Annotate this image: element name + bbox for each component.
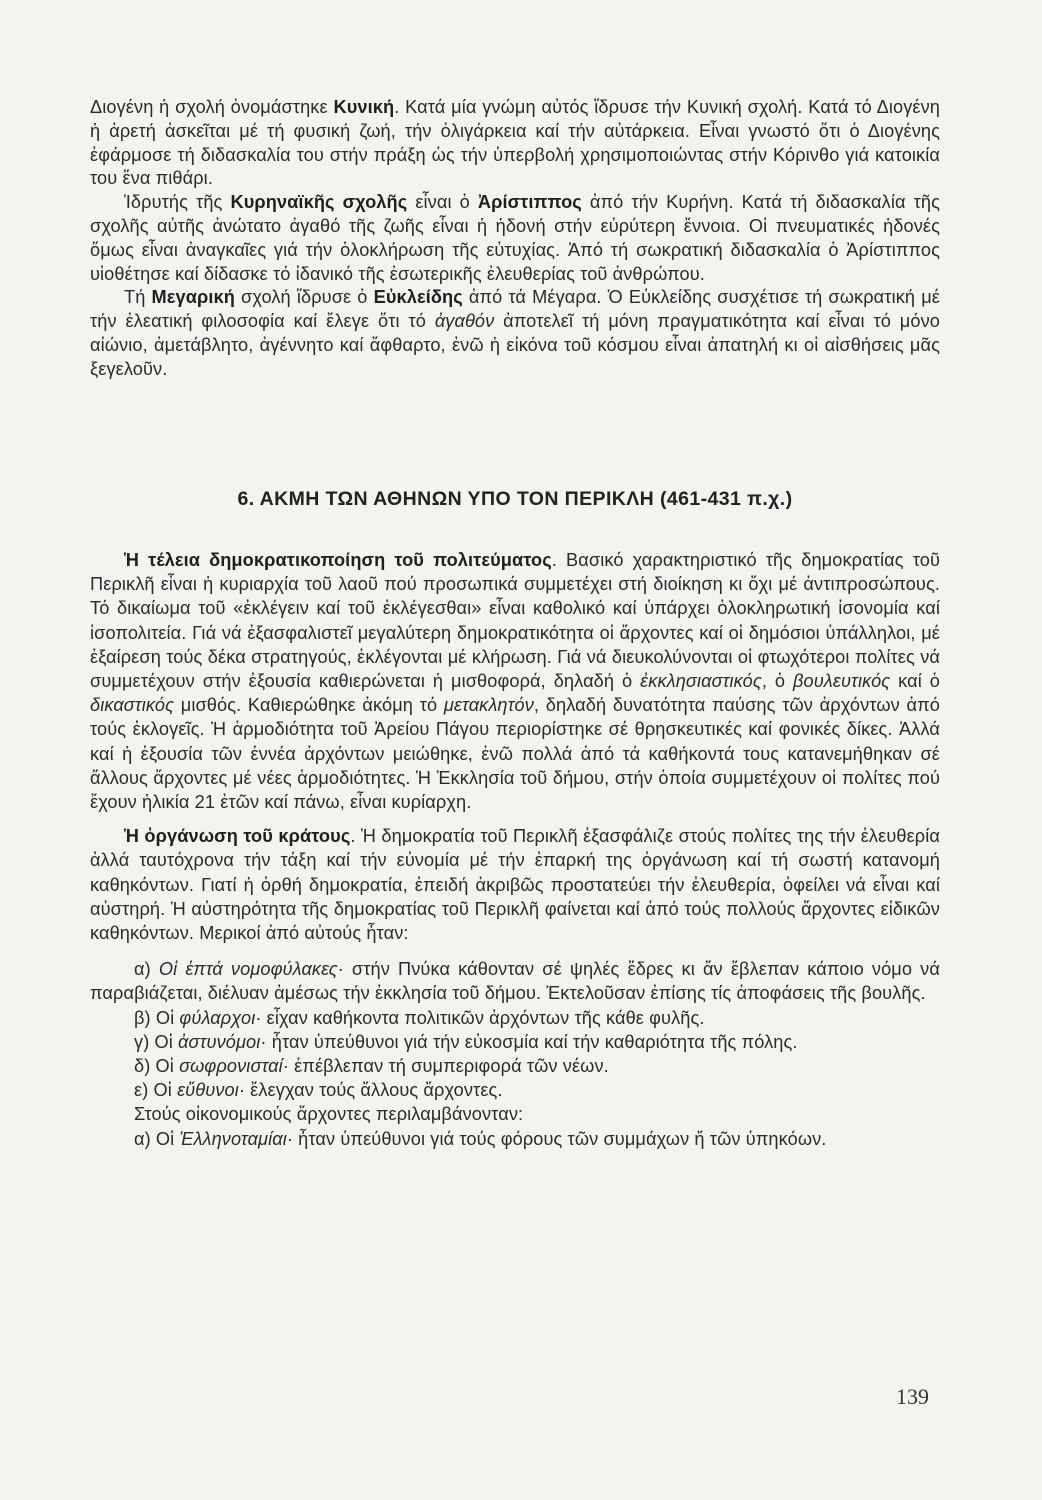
list-term: σωφρονισταί· xyxy=(179,1056,289,1077)
text-run: ἀπό τήν Κυρήνη. Κατά τή διδασκαλία τῆς σχολῆς αὐτῆς ἀνώτατο ἀγαθό τῆς ζωῆς εἶναι ἡ ἡδονή στήν εὐρύτερη ἔννοια. Οἱ πνευματικές ἡδονές ὅμως εἶναι ἀναγκαῖες γιά τήν ὁλοκλήρωση τῆς εὐτυχίας. Ἀπό τή σωκρατική διδασκαλία ὁ Ἀρίστιππος υἱοθέτησε καί δίδασκε τό ἰδανικό τῆς ἐσωτερικῆς ἐλευθερίας τοῦ ἀνθρώπου. xyxy=(90,192,940,284)
term-aristippus: Ἀρίστιππος xyxy=(477,192,582,213)
text-run: Ἱδρυτής τῆς xyxy=(124,192,231,213)
text-run: ἀπό τά Μέγαρα. Ὁ Εὐκλείδης συσχέτισε τή σωκρατική μέ τήν ἐλεατική φιλοσοφία καί ἔλεγε ὅτι τό xyxy=(90,287,940,332)
text-run: . Βασικό χαρακτηριστικό τῆς δημοκρατίας τοῦ Περικλῆ εἶναι ἡ κυριαρχία τοῦ λαοῦ πού προσωπικά συμμετέχει στή διοίκηση κι ὄχι μέ ἀντιπροσώπους. Τό δικαίωμα τοῦ «ἐκλέγειν καί τοῦ ἐκλέγεσθαι» εἶναι καθολικό καί ὑπάρχει ὁλοκληρωτική ἰσονομία καί ἰσοπολιτεία. Γιά νά ἐξασφαλιστεῖ μεγαλύτερη δημοκρατικότητα οἱ ἄρχοντες καί οἱ δημόσιοι ὑπάλληλοι, μέ ἐξαίρεση τούς δέκα στρατηγούς, ἐκλέγονται μέ κλήρωση. Γιά νά διευκολύνονται οἱ φτωχότεροι πολίτες νά συμμετέχουν στήν ἐξουσία καθιερώνεται ἡ μισθοφορά, δηλαδή ὁ xyxy=(90,550,940,692)
list-text: ἦταν ὑπεύθυνοι γιά τήν εὐκοσμία καί τήν καθαριότητα τῆς πόλης. xyxy=(266,1031,798,1052)
list-term: Οἱ ἑπτά νομοφύλακες· xyxy=(158,959,344,980)
subheading-state-organization: Ἡ ὀργάνωση τοῦ κράτους xyxy=(124,826,351,847)
text-run: μισθός. Καθιερώθηκε ἀκόμη τό xyxy=(174,695,444,716)
list-marker: γ) Οἱ xyxy=(134,1031,179,1052)
list-text: εἶχαν καθήκοντα πολιτικῶν ἀρχόντων τῆς κάθε φυλῆς. xyxy=(261,1007,705,1028)
paragraph-cynics xyxy=(90,96,940,191)
list-term: φύλαρχοι· xyxy=(179,1007,262,1028)
list-text: ἐπέβλεπαν τή συμπεριφορά τῶν νέων. xyxy=(288,1056,609,1077)
list-marker: β) Οἱ xyxy=(134,1007,180,1028)
list-item xyxy=(90,1006,940,1030)
paragraph-cyrenaics xyxy=(90,191,940,286)
list-text: ἔλεγχαν τούς ἄλλους ἄρχοντες. xyxy=(245,1080,503,1101)
paragraph-megarians xyxy=(90,286,940,381)
list-text: ἦταν ὑπεύθυνοι γιά τούς φόρους τῶν συμμάχων ἤ τῶν ὑπηκόων. xyxy=(293,1128,827,1149)
text-run: σχολή ἵδρυσε ὁ xyxy=(234,287,374,308)
text-run: εἶναι ὁ xyxy=(407,192,478,213)
body-text-top xyxy=(90,96,940,382)
text-run: , ὁ xyxy=(761,671,793,692)
term-vouleftikos: βουλευτικός xyxy=(793,671,891,692)
text-run: , δηλαδή δυνατότητα παύσης τῶν ἀρχόντων ἀπό τούς ἐκλογεῖς. Ἡ ἁρμοδιότητα τοῦ Ἀρείου Πάγου περιορίστηκε σέ θρησκευτικές καί φονικές δίκες. Ἀλλά καί ἡ ἐξουσία τῶν ἐννέα ἀρχόντων μειώθηκε, ἐνῶ πολλά ἀπό τά καθήκοντά τους κατανεμήθηκαν σέ ἄλλους ἄρχοντες μέ νέες ἁρμοδιότητες. Ἡ Ἐκκλησία τοῦ δήμου, στήν ὁποία συμμετέχουν οἱ πολίτες πού ἔχουν ἡλικία 21 ἐτῶν καί πάνω, εἶναι κυρίαρχη. xyxy=(90,695,940,813)
list-term: Ἑλληνοταμίαι· xyxy=(179,1128,294,1149)
list-marker: α) Οἱ xyxy=(134,1128,180,1149)
term-megarian: Μεγαρική xyxy=(151,287,235,308)
list-item xyxy=(90,957,940,1005)
term-cynic: Κυνική xyxy=(333,97,395,117)
text-run: . Κατά μία γνώμη αὐτός ἵδρυσε τήν Κυνική σχολή. Κατά τό Διογένη ἡ ἀρετή ἀσκεῖται μέ τή φυσική ζωή, τήν ὀλιγάρκεια καί τήν αὐτάρκεια. Εἶναι γνωστό ὅτι ὁ Διογένης ἐφάρμοσε τή διδασκαλία του στήν πράξη ὡς τήν ὑπερβολή χρησιμοποιώντας στήν Κόρινθο γιά κατοικία του ἕνα πιθάρι. xyxy=(90,97,940,189)
page-number: 139 xyxy=(896,1384,929,1409)
list-marker: ε) Οἱ xyxy=(134,1080,178,1101)
text-run: ἀποτελεῖ τή μόνη πραγματικότητα καί εἶναι τό μόνο αἰώνιο, ἀμετάβλητο, ἀγέννητο καί ἄφθαρτο, ἐνῶ ἡ εἰκόνα τοῦ κόσμου εἶναι ἀπατηλή κι οἱ αἰσθήσεις μᾶς ξεγελοῦν. xyxy=(90,311,940,379)
list-term: εὔθυνοι· xyxy=(177,1080,246,1101)
term-ekklesiastikos: ἐκκλησιαστικός xyxy=(640,671,762,692)
list-item xyxy=(90,1078,940,1102)
term-euclides: Εὐκλείδης xyxy=(373,287,463,308)
list-text: στήν Πνύκα κάθονταν σέ ψηλές ἕδρες κι ἄν ἔβλεπαν κάποιο νόμο νά παραβιάζεται, διέλυαν ἀμέσως τήν ἐκκλησία τοῦ δήμου. Ἐκτελοῦσαν ἐπίσης τίς ἀποφάσεις τῆς βουλῆς. xyxy=(90,959,940,1004)
term-dikastikos: δικαστικός xyxy=(90,695,175,716)
economic-officials-intro: Στούς οἰκονομικούς ἄρχοντες περιλαμβάνονταν: xyxy=(134,1104,524,1125)
term-cyrenaic-school: Κυρηναϊκῆς σχολῆς xyxy=(230,192,408,213)
term-agathon: ἀγαθόν xyxy=(434,311,495,332)
section-heading: 6. ΑΚΜΗ ΤΩΝ ΑΘΗΝΩΝ ΥΠΟ ΤΟΝ ΠΕΡΙΚΛΗ (461-431 π.χ.) xyxy=(237,488,793,510)
text-run: Τή xyxy=(124,287,152,308)
list-item xyxy=(90,1054,940,1078)
list-item xyxy=(90,1030,940,1054)
paragraph-state-organization xyxy=(90,824,940,945)
text-run: . Ἡ δημοκρατία τοῦ Περικλῆ ἐξασφάλιζε στούς πολίτες της τήν ἐλευθερία ἀλλά ταυτόχρονα τήν τάξη καί τήν εὐνομία μέ τήν ἐπαρκή της ὀργάνωση καί τή σωστή κατανομή καθηκόντων. Γιατί ἡ ὀρθή δημοκρατία, ἐπειδή ἀκριβῶς προστατεύει τήν ἐλευθερία, ὀφείλει νά εἶναι καί αὐστηρή. Ἡ αὐστηρότητα τῆς δημοκρατίας τοῦ Περικλῆ φαίνεται καί ἀπό τούς πολλούς ἄρχοντες εἰδικῶν καθηκόντων. Μερικοί ἀπό αὐτούς ἦταν: xyxy=(90,826,940,944)
body-text-bottom xyxy=(90,548,940,1151)
list-item xyxy=(90,1127,940,1151)
list-marker: δ) Οἱ xyxy=(134,1056,180,1077)
text-run: Διογένη ἡ σχολή ὀνομάστηκε xyxy=(90,97,334,117)
text-run: καί ὁ xyxy=(890,671,940,692)
term-metakliton: μετακλητόν xyxy=(443,695,534,716)
paragraph-democratization xyxy=(90,548,940,814)
subheading-democratization: Ἡ τέλεια δημοκρατικοποίηση τοῦ πολιτεύματος xyxy=(124,550,552,570)
list-marker: α) xyxy=(134,959,159,980)
list-term: ἀστυνόμοι· xyxy=(178,1031,267,1052)
